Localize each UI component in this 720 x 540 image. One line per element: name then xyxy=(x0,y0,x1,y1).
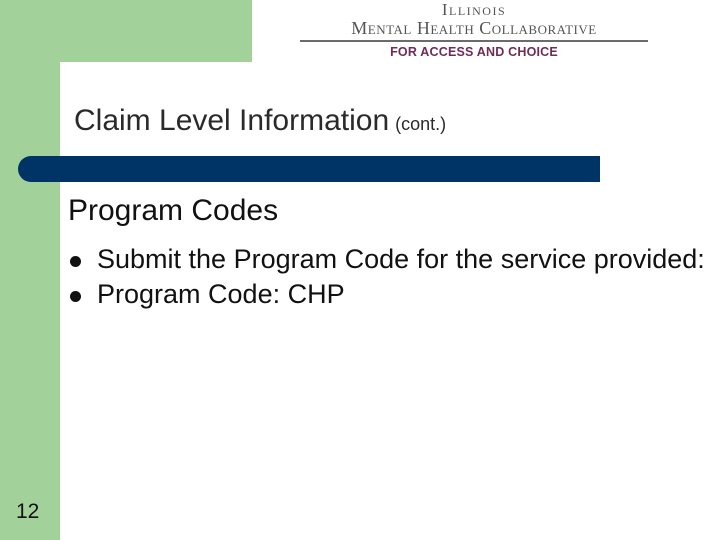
slide-title xyxy=(74,104,446,138)
slide-title-main: Claim Level Information xyxy=(74,104,390,137)
logo-state-name: Illinois xyxy=(441,0,507,19)
slide-title-cont: (cont.) xyxy=(395,114,447,134)
slide-number: 12 xyxy=(16,500,40,523)
logo-tagline: FOR ACCESS AND CHOICE xyxy=(390,45,558,59)
logo-divider xyxy=(300,40,648,42)
list-item xyxy=(70,243,710,276)
list-item-text: Submit the Program Code for the service provided: xyxy=(97,244,705,274)
list-item xyxy=(70,278,710,311)
green-frame-left xyxy=(0,0,60,540)
logo-org-name: Mental Health Collaborative xyxy=(351,18,597,38)
title-underline-bar xyxy=(18,156,600,182)
bullet-list xyxy=(70,243,710,313)
section-heading: Program Codes xyxy=(68,194,279,227)
collaborative-logo xyxy=(296,0,652,66)
bullet-dot-icon xyxy=(70,291,81,302)
list-item-text: Program Code: CHP xyxy=(97,279,345,309)
bullet-dot-icon xyxy=(70,256,81,267)
